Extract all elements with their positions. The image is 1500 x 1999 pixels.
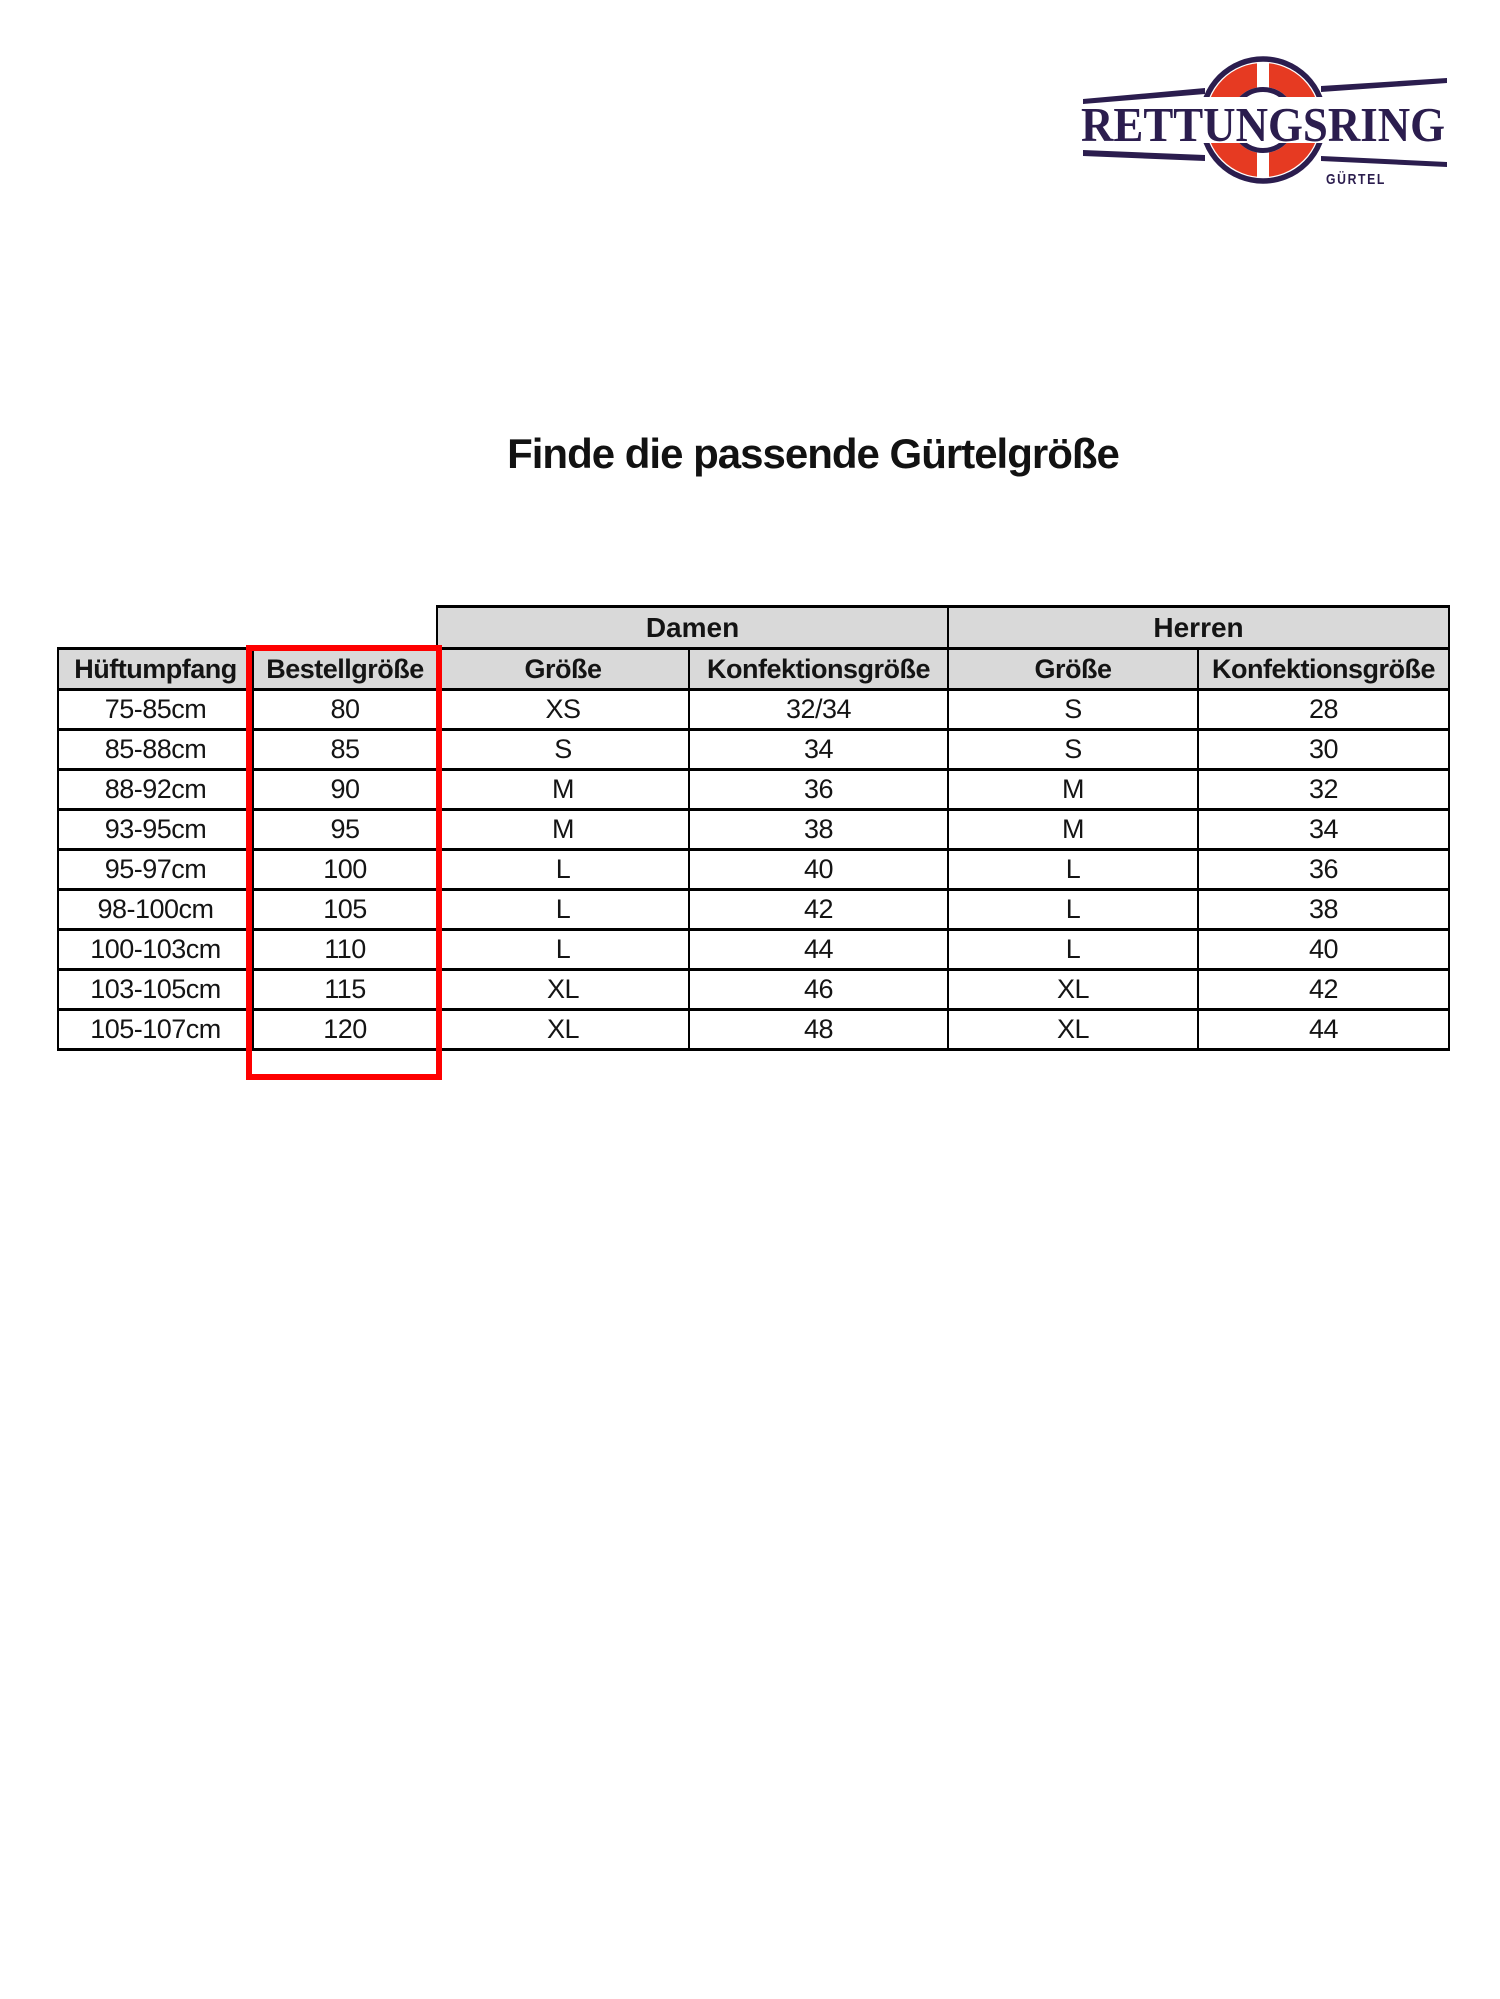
table-cell: 44 (1198, 1010, 1449, 1050)
table-cell: L (948, 930, 1198, 970)
table-cell: 95 (253, 810, 437, 850)
table-cell: M (948, 810, 1198, 850)
table-cell: 30 (1198, 730, 1449, 770)
table-cell: S (948, 690, 1198, 730)
table-row (58, 730, 1449, 770)
col-header-hueftumpfang: Hüftumpfang (58, 649, 253, 690)
table-cell: 48 (689, 1010, 948, 1050)
table-cell: 105 (253, 890, 437, 930)
table-cell: 98-100cm (58, 890, 253, 930)
table-row (58, 1010, 1449, 1050)
table-cell: 34 (1198, 810, 1449, 850)
table-row (58, 810, 1449, 850)
table-cell: M (437, 810, 689, 850)
table-cell: 36 (1198, 850, 1449, 890)
table-cell: XL (437, 970, 689, 1010)
col-header-herren-konfektionsgroesse: Konfektionsgröße (1198, 649, 1449, 690)
group-header-spacer (58, 607, 437, 649)
group-header-herren: Herren (948, 607, 1449, 649)
table-row (58, 890, 1449, 930)
table-cell: 95-97cm (58, 850, 253, 890)
group-header-row (58, 607, 1449, 649)
table-cell: 42 (689, 890, 948, 930)
table-cell: 120 (253, 1010, 437, 1050)
table-cell: 40 (689, 850, 948, 890)
table-row (58, 690, 1449, 730)
table-cell: 44 (689, 930, 948, 970)
group-header-damen: Damen (437, 607, 948, 649)
col-header-damen-groesse: Größe (437, 649, 689, 690)
table-cell: S (437, 730, 689, 770)
table-cell: L (948, 850, 1198, 890)
table-cell: L (437, 850, 689, 890)
table-cell: 85 (253, 730, 437, 770)
table-cell: 46 (689, 970, 948, 1010)
table-cell: 80 (253, 690, 437, 730)
table-cell: XS (437, 690, 689, 730)
table-cell: 85-88cm (58, 730, 253, 770)
table-cell: 40 (1198, 930, 1449, 970)
table-cell: 105-107cm (58, 1010, 253, 1050)
table-cell: 75-85cm (58, 690, 253, 730)
column-header-row (58, 649, 1449, 690)
col-header-damen-konfektionsgroesse: Konfektionsgröße (689, 649, 948, 690)
table-cell: M (437, 770, 689, 810)
table-cell: 32/34 (689, 690, 948, 730)
table-row (58, 970, 1449, 1010)
table-cell: 93-95cm (58, 810, 253, 850)
table-cell: 110 (253, 930, 437, 970)
size-table-container (57, 605, 1448, 1051)
table-cell: 36 (689, 770, 948, 810)
page-title: Finde die passende Gürtelgröße (507, 430, 1119, 477)
table-cell: XL (437, 1010, 689, 1050)
col-header-bestellgroesse: Bestellgröße (253, 649, 437, 690)
size-table (57, 605, 1450, 1051)
brand-logo (1075, 38, 1455, 203)
brand-subtitle: GÜRTEL (1326, 171, 1386, 188)
table-cell: 38 (1198, 890, 1449, 930)
table-cell: L (437, 890, 689, 930)
brand-wordmark: RETTUNGSRING (1081, 97, 1445, 152)
table-cell: 90 (253, 770, 437, 810)
table-cell: XL (948, 970, 1198, 1010)
table-cell: S (948, 730, 1198, 770)
table-cell: 103-105cm (58, 970, 253, 1010)
table-cell: 100-103cm (58, 930, 253, 970)
col-header-herren-groesse: Größe (948, 649, 1198, 690)
table-row (58, 770, 1449, 810)
table-cell: M (948, 770, 1198, 810)
swoosh-top-right (1321, 78, 1447, 92)
table-cell: 88-92cm (58, 770, 253, 810)
table-cell: 100 (253, 850, 437, 890)
table-cell: 34 (689, 730, 948, 770)
table-cell: L (437, 930, 689, 970)
swoosh-bottom-right (1321, 156, 1447, 167)
table-cell: 28 (1198, 690, 1449, 730)
table-cell: 38 (689, 810, 948, 850)
table-row (58, 850, 1449, 890)
table-row (58, 930, 1449, 970)
table-cell: XL (948, 1010, 1198, 1050)
table-cell: 32 (1198, 770, 1449, 810)
table-cell: 115 (253, 970, 437, 1010)
table-cell: L (948, 890, 1198, 930)
table-cell: 42 (1198, 970, 1449, 1010)
